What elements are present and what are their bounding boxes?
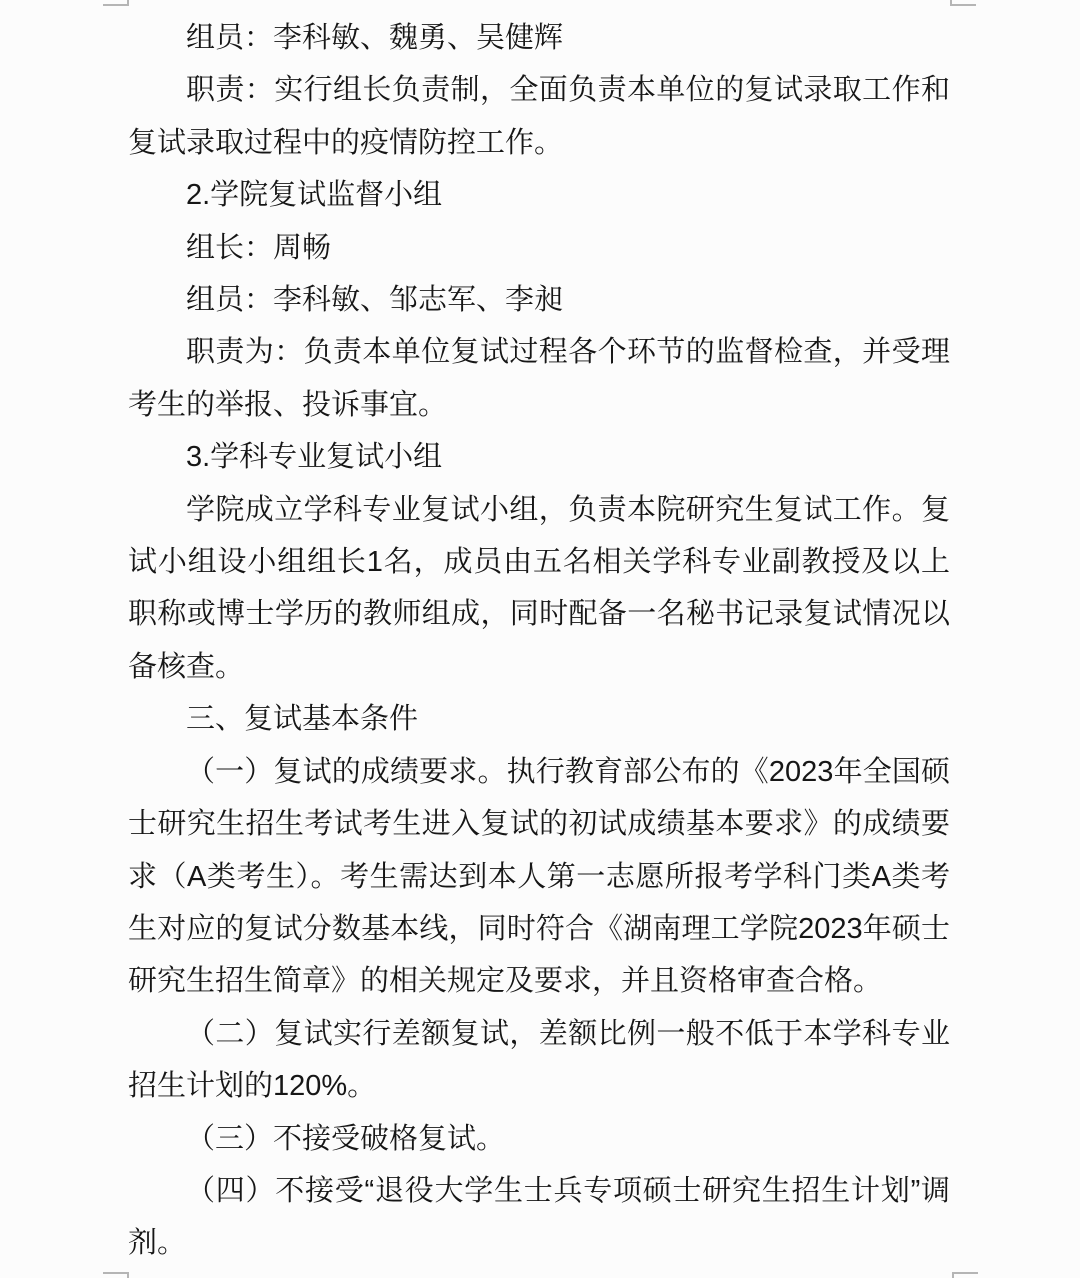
page-boundary-mark-bottom-right [952,1272,978,1278]
paragraph: （四）不接受“退役大学生士兵专项硕士研究生招生计划”调剂。 [128,1174,950,1260]
page-boundary-mark-top-right [950,0,976,6]
page-boundary-mark-top-left [103,0,129,6]
page-boundary-mark-bottom-left [103,1272,129,1278]
paragraph: 学院成立学科专业复试小组，负责本院研究生复试工作。复试小组设小组组长1名，成员由五名相关学科专业副教授及以上职称或博士学历的教师组成，同时配备一名秘书记录复试情况以备核查。 [128,493,950,683]
paragraph: 组员：李科敏、魏勇、吴健辉 [186,22,564,54]
text-body [128,12,950,1270]
paragraph: （一）复试的成绩要求。执行教育部公布的《2023年全国硕士研究生招生考试考生进入复试的初试成绩基本要求》的成绩要求（A类考生）。考生需达到本人第一志愿所报考学科门类A类考生对应的复试分数基本线，同时符合《湖南理工学院2023年硕士研究生招生简章》的相关规定及要求，并且资格审查合格。 [128,755,950,998]
paragraph: 组员：李科敏、邹志军、李昶 [186,284,564,317]
paragraph: （三）不接受破格复试。 [186,1122,506,1155]
paragraph: 三、复试基本条件 [186,703,419,736]
paragraph: 组长：周畅 [186,231,332,264]
paragraph: （二）复试实行差额复试，差额比例一般不低于本学科专业招生计划的120%。 [128,1017,950,1103]
paragraph: 职责为：负责本单位复试过程各个环节的监督检查，并受理考生的举报、投诉事宜。 [128,336,950,421]
paragraph: 2.学院复试监督小组 [186,179,443,212]
paragraph: 3.学科专业复试小组 [186,441,443,474]
paragraph: 职责：实行组长负责制，全面负责本单位的复试录取工作和复试录取过程中的疫情防控工作。 [128,74,950,159]
